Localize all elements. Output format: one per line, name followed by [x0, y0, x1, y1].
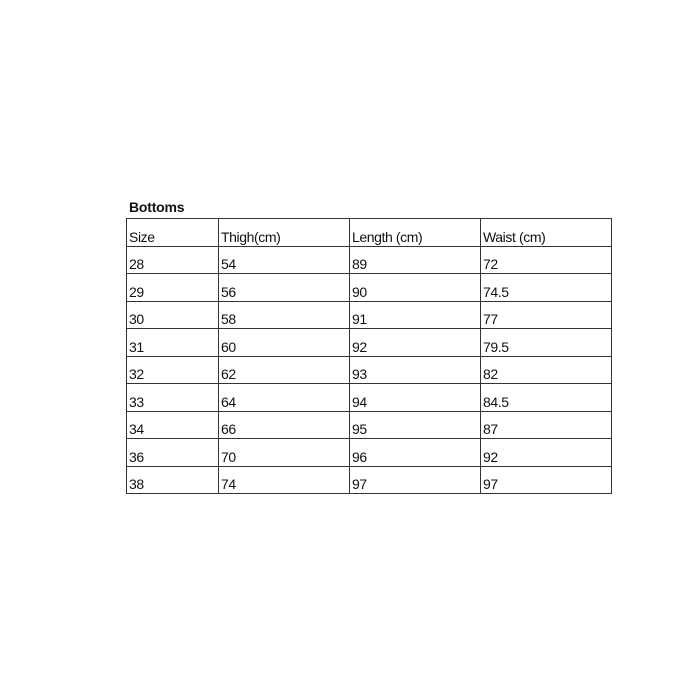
- length-cell: 92: [350, 329, 481, 357]
- length-cell: 91: [350, 301, 481, 329]
- size-cell: 28: [127, 246, 219, 274]
- waist-cell: 87: [481, 411, 612, 439]
- thigh-cell: 74: [219, 466, 350, 494]
- header-row: [127, 219, 612, 247]
- table-row: [127, 274, 612, 302]
- length-cell: 93: [350, 356, 481, 384]
- size-cell: 31: [127, 329, 219, 357]
- thigh-cell: 66: [219, 411, 350, 439]
- length-cell: 90: [350, 274, 481, 302]
- size-cell: 34: [127, 411, 219, 439]
- table-row: [127, 301, 612, 329]
- size-cell: 36: [127, 439, 219, 467]
- length-cell: 94: [350, 384, 481, 412]
- length-cell: 96: [350, 439, 481, 467]
- table-row: [127, 466, 612, 494]
- waist-cell: 97: [481, 466, 612, 494]
- size-chart-table: [126, 218, 612, 494]
- thigh-cell: 60: [219, 329, 350, 357]
- header-size: Size: [127, 219, 219, 247]
- length-cell: 95: [350, 411, 481, 439]
- size-cell: 29: [127, 274, 219, 302]
- header-length: Length (cm): [350, 219, 481, 247]
- thigh-cell: 64: [219, 384, 350, 412]
- header-thigh: Thigh(cm): [219, 219, 350, 247]
- waist-cell: 74.5: [481, 274, 612, 302]
- waist-cell: 84.5: [481, 384, 612, 412]
- waist-cell: 77: [481, 301, 612, 329]
- length-cell: 97: [350, 466, 481, 494]
- thigh-cell: 54: [219, 246, 350, 274]
- thigh-cell: 70: [219, 439, 350, 467]
- table-row: [127, 329, 612, 357]
- size-cell: 30: [127, 301, 219, 329]
- waist-cell: 82: [481, 356, 612, 384]
- table-row: [127, 246, 612, 274]
- size-cell: 33: [127, 384, 219, 412]
- table-row: [127, 384, 612, 412]
- length-cell: 89: [350, 246, 481, 274]
- table-row: [127, 356, 612, 384]
- table-title: Bottoms: [129, 199, 185, 215]
- header-waist: Waist (cm): [481, 219, 612, 247]
- waist-cell: 92: [481, 439, 612, 467]
- thigh-cell: 62: [219, 356, 350, 384]
- thigh-cell: 56: [219, 274, 350, 302]
- thigh-cell: 58: [219, 301, 350, 329]
- size-cell: 38: [127, 466, 219, 494]
- table-row: [127, 411, 612, 439]
- size-cell: 32: [127, 356, 219, 384]
- waist-cell: 79.5: [481, 329, 612, 357]
- table-row: [127, 439, 612, 467]
- table-body: [127, 246, 612, 494]
- waist-cell: 72: [481, 246, 612, 274]
